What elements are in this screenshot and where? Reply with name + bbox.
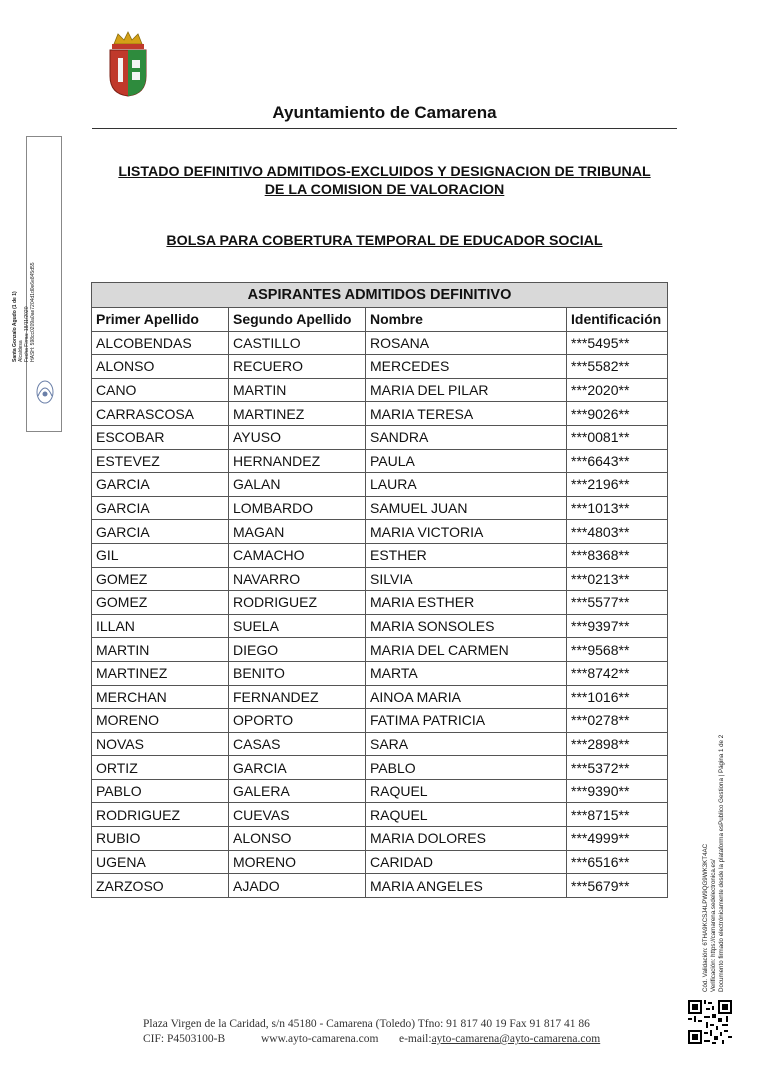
table-row	[92, 425, 668, 449]
table-row	[92, 874, 668, 898]
cell-primer-apellido: ORTIZ	[92, 756, 229, 780]
table-body	[92, 331, 668, 897]
cell-primer-apellido: ALCOBENDAS	[92, 331, 229, 355]
document-subtitle: BOLSA PARA COBERTURA TEMPORAL DE EDUCADOR SOCIAL	[166, 233, 603, 249]
cell-segundo-apellido: AYUSO	[229, 425, 366, 449]
cell-nombre: MARIA TERESA	[366, 402, 567, 426]
column-header-primer-apellido: Primer Apellido	[92, 308, 229, 332]
cell-nombre: MARIA ANGELES	[366, 874, 567, 898]
page-footer	[143, 1017, 613, 1047]
table-header-row	[92, 308, 668, 332]
cell-primer-apellido: ESCOBAR	[92, 425, 229, 449]
cell-primer-apellido: ESTEVEZ	[92, 449, 229, 473]
cell-segundo-apellido: CAMACHO	[229, 543, 366, 567]
cell-nombre: ROSANA	[366, 331, 567, 355]
table-row	[92, 378, 668, 402]
cell-nombre: SARA	[366, 732, 567, 756]
cell-primer-apellido: RUBIO	[92, 827, 229, 851]
cell-identificacion: ***2196**	[567, 473, 668, 497]
cell-identificacion: ***1013**	[567, 496, 668, 520]
cell-segundo-apellido: BENITO	[229, 661, 366, 685]
cell-primer-apellido: NOVAS	[92, 732, 229, 756]
signature-date: Fecha Firma: 18/11/2020	[24, 306, 30, 362]
cell-identificacion: ***1016**	[567, 685, 668, 709]
cell-primer-apellido: UGENA	[92, 850, 229, 874]
footer-address: Plaza Virgen de la Caridad, s/n 45180 - Camarena (Toledo) Tfno: 91 817 40 19 Fax 91 817 41 86	[143, 1018, 590, 1030]
cell-segundo-apellido: MAGAN	[229, 520, 366, 544]
cell-identificacion: ***5495**	[567, 331, 668, 355]
document-title	[92, 163, 677, 199]
column-header-segundo-apellido: Segundo Apellido	[229, 308, 366, 332]
cell-identificacion: ***9397**	[567, 614, 668, 638]
cell-identificacion: ***8368**	[567, 543, 668, 567]
cell-identificacion: ***2898**	[567, 732, 668, 756]
cell-nombre: FATIMA PATRICIA	[366, 709, 567, 733]
cell-nombre: PABLO	[366, 756, 567, 780]
table-row	[92, 827, 668, 851]
cell-nombre: RAQUEL	[366, 803, 567, 827]
cell-nombre: AINOA MARIA	[366, 685, 567, 709]
admitted-candidates-table	[91, 282, 668, 898]
table-row	[92, 355, 668, 379]
cell-identificacion: ***4999**	[567, 827, 668, 851]
table-row	[92, 756, 668, 780]
document-title-line-2: DE LA COMISION DE VALORACION	[264, 182, 505, 198]
cell-segundo-apellido: CUEVAS	[229, 803, 366, 827]
table-row	[92, 850, 668, 874]
cell-identificacion: ***2020**	[567, 378, 668, 402]
cell-nombre: MARIA DEL PILAR	[366, 378, 567, 402]
table-row	[92, 402, 668, 426]
cell-segundo-apellido: RECUERO	[229, 355, 366, 379]
cell-primer-apellido: PABLO	[92, 779, 229, 803]
cell-segundo-apellido: OPORTO	[229, 709, 366, 733]
table-caption: ASPIRANTES ADMITIDOS DEFINITIVO	[92, 283, 668, 308]
cell-segundo-apellido: GALAN	[229, 473, 366, 497]
cell-primer-apellido: GARCIA	[92, 496, 229, 520]
verification-text	[702, 735, 726, 992]
cell-nombre: MARIA VICTORIA	[366, 520, 567, 544]
cell-segundo-apellido: DIEGO	[229, 638, 366, 662]
footer-cif: CIF: P4503100-B	[143, 1033, 226, 1045]
header-divider	[92, 128, 677, 129]
cell-identificacion: ***5582**	[567, 355, 668, 379]
table-row	[92, 331, 668, 355]
cell-segundo-apellido: ALONSO	[229, 827, 366, 851]
cell-identificacion: ***6516**	[567, 850, 668, 874]
cell-segundo-apellido: CASTILLO	[229, 331, 366, 355]
table-row	[92, 638, 668, 662]
cell-identificacion: ***9568**	[567, 638, 668, 662]
cell-identificacion: ***6643**	[567, 449, 668, 473]
column-header-nombre: Nombre	[366, 308, 567, 332]
cell-identificacion: ***5577**	[567, 591, 668, 615]
signature-text	[12, 262, 36, 362]
table-row	[92, 520, 668, 544]
table-row	[92, 709, 668, 733]
cell-primer-apellido: GOMEZ	[92, 591, 229, 615]
table-row	[92, 591, 668, 615]
verification-url: Verificación: https://camarena.sedelectronica.es/	[710, 859, 717, 992]
table-row	[92, 685, 668, 709]
cell-identificacion: ***0278**	[567, 709, 668, 733]
cell-identificacion: ***4803**	[567, 520, 668, 544]
cell-primer-apellido: GARCIA	[92, 520, 229, 544]
cell-primer-apellido: CARRASCOSA	[92, 402, 229, 426]
table-row	[92, 449, 668, 473]
table-row	[92, 543, 668, 567]
cell-primer-apellido: ILLAN	[92, 614, 229, 638]
table-row	[92, 473, 668, 497]
cell-primer-apellido: GOMEZ	[92, 567, 229, 591]
table-row	[92, 779, 668, 803]
coat-of-arms-logo	[106, 30, 150, 98]
cell-identificacion: ***9390**	[567, 779, 668, 803]
cell-identificacion: ***8742**	[567, 661, 668, 685]
cell-segundo-apellido: LOMBARDO	[229, 496, 366, 520]
footer-website-link[interactable]: www.ayto-camarena.com	[261, 1033, 379, 1045]
cell-segundo-apellido: NAVARRO	[229, 567, 366, 591]
cell-segundo-apellido: AJADO	[229, 874, 366, 898]
table-row	[92, 614, 668, 638]
column-header-identificacion: Identificación	[567, 308, 668, 332]
cell-identificacion: ***5372**	[567, 756, 668, 780]
cell-primer-apellido: GARCIA	[92, 473, 229, 497]
signature-stamp-icon	[34, 374, 56, 410]
cell-primer-apellido: MORENO	[92, 709, 229, 733]
cell-primer-apellido: RODRIGUEZ	[92, 803, 229, 827]
cell-primer-apellido: MARTIN	[92, 638, 229, 662]
cell-nombre: SAMUEL JUAN	[366, 496, 567, 520]
signature-hash: HASH: 598cc0209a0ae7204d1d0e6e845d55	[30, 262, 36, 362]
cell-primer-apellido: MERCHAN	[92, 685, 229, 709]
cell-nombre: PAULA	[366, 449, 567, 473]
cell-primer-apellido: GIL	[92, 543, 229, 567]
cell-nombre: SANDRA	[366, 425, 567, 449]
cell-segundo-apellido: SUELA	[229, 614, 366, 638]
cell-nombre: MARIA DEL CARMEN	[366, 638, 567, 662]
signature-platform-note: Documento firmado electrónicamente desde la plataforma esPublico Gestiona | Página 1 de 2	[718, 734, 725, 992]
cell-segundo-apellido: MARTINEZ	[229, 402, 366, 426]
cell-nombre: LAURA	[366, 473, 567, 497]
cell-identificacion: ***9026**	[567, 402, 668, 426]
table-row	[92, 732, 668, 756]
footer-email-label: e-mail:	[399, 1033, 432, 1045]
table-row	[92, 803, 668, 827]
cell-segundo-apellido: MORENO	[229, 850, 366, 874]
cell-segundo-apellido: RODRIGUEZ	[229, 591, 366, 615]
organization-name: Ayuntamiento de Camarena	[272, 103, 497, 122]
cell-segundo-apellido: FERNANDEZ	[229, 685, 366, 709]
cell-nombre: SILVIA	[366, 567, 567, 591]
cell-segundo-apellido: MARTIN	[229, 378, 366, 402]
cell-primer-apellido: ZARZOSO	[92, 874, 229, 898]
cell-segundo-apellido: GARCIA	[229, 756, 366, 780]
cell-segundo-apellido: GALERA	[229, 779, 366, 803]
cell-segundo-apellido: HERNANDEZ	[229, 449, 366, 473]
cell-nombre: MERCEDES	[366, 355, 567, 379]
table-row	[92, 567, 668, 591]
cell-identificacion: ***5679**	[567, 874, 668, 898]
document-title-line-1: LISTADO DEFINITIVO ADMITIDOS-EXCLUIDOS Y DESIGNACION DE TRIBUNAL	[118, 164, 651, 180]
cell-nombre: MARIA ESTHER	[366, 591, 567, 615]
cell-primer-apellido: MARTINEZ	[92, 661, 229, 685]
footer-email-link[interactable]: ayto-camarena@ayto-camarena.com	[431, 1033, 601, 1045]
cell-nombre: MARIA SONSOLES	[366, 614, 567, 638]
table-row	[92, 496, 668, 520]
cell-nombre: MARTA	[366, 661, 567, 685]
cell-nombre: MARIA DOLORES	[366, 827, 567, 851]
signature-role: Alcaldesa	[18, 340, 24, 362]
table-row	[92, 661, 668, 685]
cell-nombre: ESTHER	[366, 543, 567, 567]
cell-identificacion: ***0213**	[567, 567, 668, 591]
cell-nombre: CARIDAD	[366, 850, 567, 874]
cell-primer-apellido: CANO	[92, 378, 229, 402]
cell-segundo-apellido: CASAS	[229, 732, 366, 756]
qr-code-icon[interactable]	[688, 1000, 732, 1044]
signature-signer: Santa Gonzalo Agudo (1 de 1)	[12, 291, 18, 362]
cell-identificacion: ***8715**	[567, 803, 668, 827]
validation-code: Cód. Validación: 6THA9KCSJ4LPW9QG9WK3KT4AC	[702, 843, 709, 992]
cell-primer-apellido: ALONSO	[92, 355, 229, 379]
cell-nombre: RAQUEL	[366, 779, 567, 803]
cell-identificacion: ***0081**	[567, 425, 668, 449]
